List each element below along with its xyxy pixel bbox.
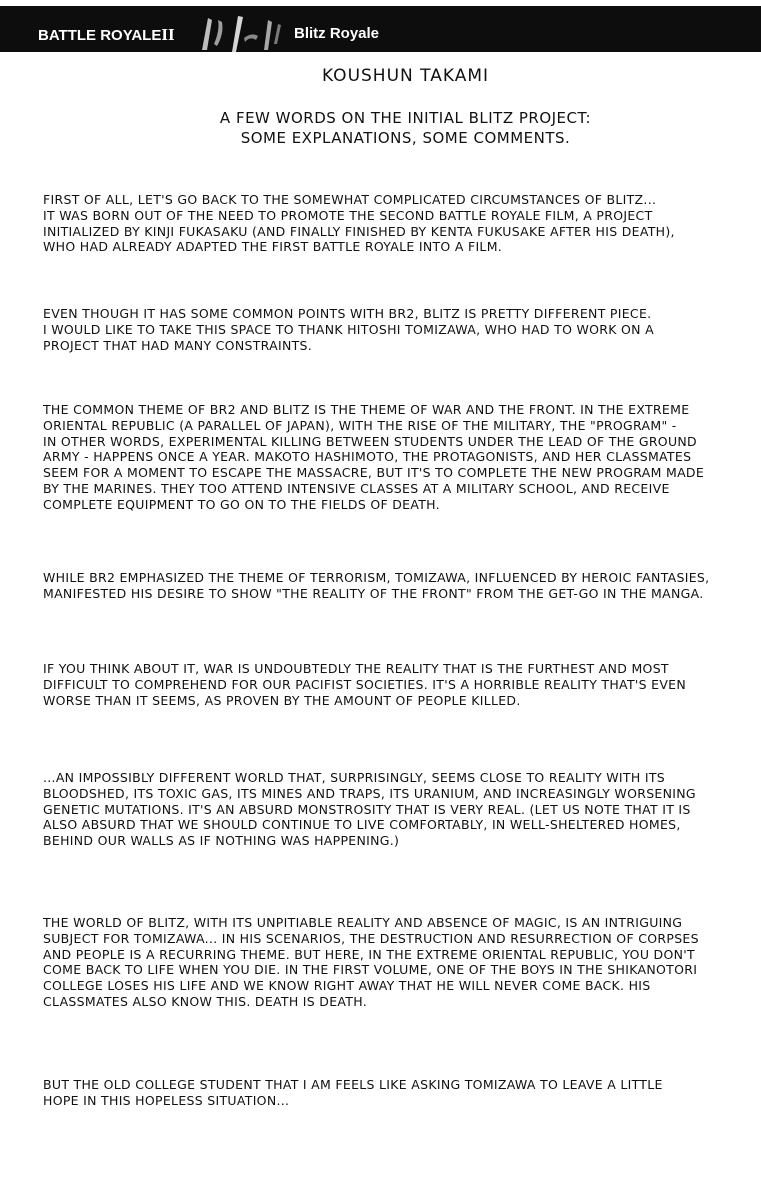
text-line: WHILE BR2 EMPHASIZED THE THEME OF TERRORISM, TOMIZAWA, INFLUENCED BY HEROIC FANTASIES, — [43, 570, 710, 585]
paragraph-war-reality — [43, 661, 743, 708]
text-line: IN OTHER WORDS, EXPERIMENTAL KILLING BETWEEN STUDENTS UNDER THE LEAD OF THE GROUND — [43, 433, 697, 449]
paragraph-closing — [43, 1077, 743, 1109]
text-line: COLLEGE LOSES HIS LIFE AND WE KNOW RIGHT AWAY THAT HE WILL NEVER COME BACK. HIS — [43, 978, 651, 994]
text-line: ...AN IMPOSSIBLY DIFFERENT WORLD THAT, SURPRISINGLY, SEEMS CLOSE TO REALITY WITH ITS — [43, 770, 665, 785]
text-line: COME BACK TO LIFE WHEN YOU DIE. IN THE FIRST VOLUME, ONE OF THE BOYS IN THE SHIKANOTORI — [43, 962, 698, 978]
brush-logo-icon — [198, 14, 284, 54]
text-line: AND PEOPLE IS A RECURRING THEME. BUT HERE, IN THE EXTREME ORIENTAL REPUBLIC, YOU DON'T — [43, 946, 695, 962]
paragraph-reality-of-front — [43, 570, 743, 602]
text-line: THE WORLD OF BLITZ, WITH ITS UNPITIABLE REALITY AND ABSENCE OF MAGIC, IS AN INTRIGUING — [43, 915, 683, 930]
text-line: ALSO ABSURD THAT WE SHOULD CONTINUE TO LIVE COMFORTABLY, IN WELL-SHELTERED HOMES, — [43, 817, 681, 833]
text-line: BUT THE OLD COLLEGE STUDENT THAT I AM FEELS LIKE ASKING TOMIZAWA TO LEAVE A LITTLE — [43, 1077, 663, 1092]
paragraph-common-theme — [43, 402, 743, 513]
text-line: INITIALIZED BY KINJI FUKASAKU (AND FINALLY FINISHED BY KENTA FUKUSAKE AFTER HIS DEATH), — [43, 223, 675, 239]
paragraph-thanks — [43, 306, 743, 353]
text-line: DIFFICULT TO COMPREHEND FOR OUR PACIFIST SOCIETIES. IT'S A HORRIBLE REALITY THAT'S EVEN — [43, 676, 687, 692]
text-line: SUBJECT FOR TOMIZAWA... IN HIS SCENARIOS, THE DESTRUCTION AND RESURRECTION OF CORPSES — [43, 930, 699, 946]
text-line: WHO HAD ALREADY ADAPTED THE FIRST BATTLE ROYALE INTO A FILM. — [43, 239, 503, 255]
text-line: IT WAS BORN OUT OF THE NEED TO PROMOTE THE SECOND BATTLE ROYALE FILM, A PROJECT — [43, 207, 653, 223]
text-line: BLOODSHED, ITS TOXIC GAS, ITS MINES AND TRAPS, ITS URANIUM, AND INCREASINGLY WORSENING — [43, 785, 696, 801]
paragraph-different-world — [43, 770, 743, 849]
text-line: ARMY - HAPPENS ONCE A YEAR. MAKOTO HASHIMOTO, THE PROTAGONISTS, AND HER CLASSMATES — [43, 449, 692, 465]
volume-title: Blitz Royale — [294, 25, 380, 42]
text-line: HOPE IN THIS HOPELESS SITUATION... — [43, 1092, 290, 1108]
header-bar — [0, 6, 761, 52]
subtitle-line: A FEW WORDS ON THE INITIAL BLITZ PROJECT: — [219, 109, 592, 127]
paragraph-world-of-blitz — [43, 915, 743, 1010]
series-title — [38, 25, 175, 45]
text-line: EVEN THOUGH IT HAS SOME COMMON POINTS WITH BR2, BLITZ IS PRETTY DIFFERENT PIECE. — [43, 306, 652, 321]
text-line: CLASSMATES ALSO KNOW THIS. DEATH IS DEATH. — [43, 993, 367, 1009]
text-line: SEEM FOR A MOMENT TO ESCAPE THE MASSACRE, BUT IT'S TO COMPLETE THE NEW PROGRAM MADE — [43, 465, 705, 481]
text-line: WORSE THAN IT SEEMS, AS PROVEN BY THE AMOUNT OF PEOPLE KILLED. — [43, 692, 521, 708]
series-title-text: BATTLE ROYALE — [38, 27, 162, 44]
text-line: PROJECT THAT HAD MANY CONSTRAINTS. — [43, 337, 313, 353]
paragraph-origins — [43, 192, 743, 255]
text-line: MANIFESTED HIS DESIRE TO SHOW "THE REALITY OF THE FRONT" FROM THE GET-GO IN THE MANGA. — [43, 585, 704, 601]
section-subtitle — [0, 108, 761, 148]
text-line: COMPLETE EQUIPMENT TO GO ON TO THE FIELDS OF DEATH. — [43, 496, 440, 512]
text-line: THE COMMON THEME OF BR2 AND BLITZ IS THE THEME OF WAR AND THE FRONT. IN THE EXTREME — [43, 402, 690, 417]
subtitle-line: SOME EXPLANATIONS, SOME COMMENTS. — [240, 129, 571, 147]
text-line: ORIENTAL REPUBLIC (A PARALLEL OF JAPAN), WITH THE RISE OF THE MILITARY, THE "PROGRAM" - — [43, 417, 677, 433]
series-numeral: II — [161, 25, 175, 44]
text-line: BEHIND OUR WALLS AS IF NOTHING WAS HAPPENING.) — [43, 833, 400, 849]
author-name: KOUSHUN TAKAMI — [321, 66, 490, 86]
text-line: GENETIC MUTATIONS. IT'S AN ABSURD MONSTROSITY THAT IS VERY REAL. (LET US NOTE THAT IT IS — [43, 801, 691, 817]
text-line: I WOULD LIKE TO TAKE THIS SPACE TO THANK HITOSHI TOMIZAWA, WHO HAD TO WORK ON A — [43, 321, 654, 337]
text-line: FIRST OF ALL, LET'S GO BACK TO THE SOMEWHAT COMPLICATED CIRCUMSTANCES OF BLITZ... — [43, 192, 657, 207]
text-line: BY THE MARINES. THEY TOO ATTEND INTENSIVE CLASSES AT A MILITARY SCHOOL, AND RECEIVE — [43, 480, 670, 496]
text-line: IF YOU THINK ABOUT IT, WAR IS UNDOUBTEDLY THE REALITY THAT IS THE FURTHEST AND MOST — [43, 661, 669, 676]
